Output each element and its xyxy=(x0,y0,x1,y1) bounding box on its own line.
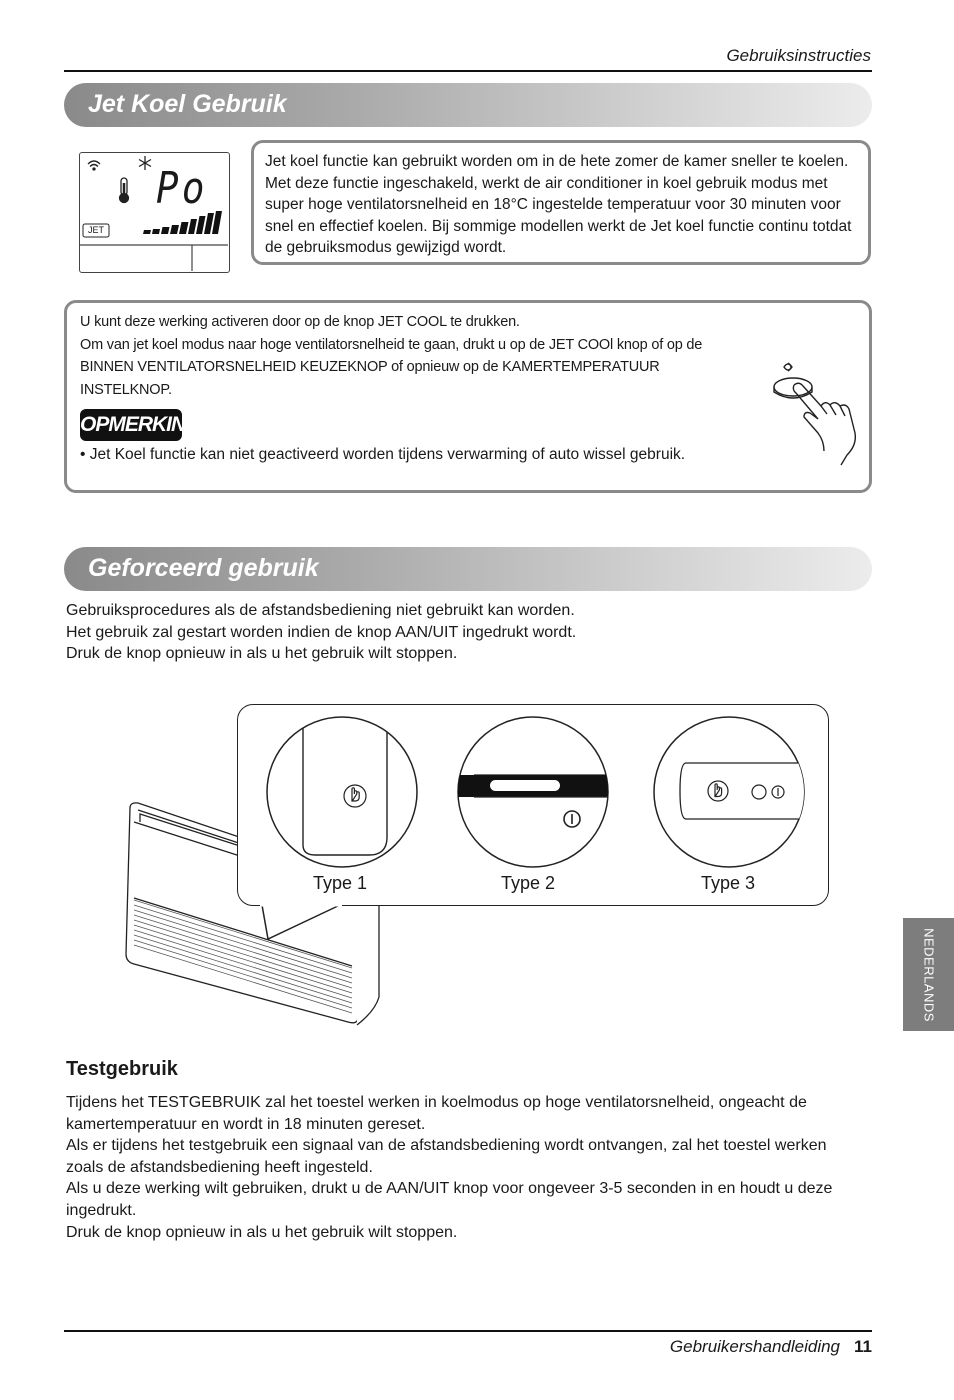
note-badge: OPMERKING xyxy=(80,409,182,441)
header-rule xyxy=(64,70,872,72)
jet-desc-line: Met deze functie ingeschakeld, werkt de air conditioner in koel gebruik modus met xyxy=(265,174,828,192)
page-number: 11 xyxy=(854,1337,872,1356)
test-line: kamertemperatuur en wordt in 18 minuten gereset. xyxy=(66,1115,426,1133)
section-title-forced: Geforceerd gebruik xyxy=(88,554,319,582)
jet-description-box xyxy=(251,140,871,265)
test-line: ingedrukt. xyxy=(66,1201,137,1219)
hand-press-icon xyxy=(767,355,862,475)
test-line: Tijdens het TESTGEBRUIK zal het toestel werken in koelmodus op hoge ventilatorsnelheid, ongeacht de xyxy=(66,1094,807,1111)
forced-intro-line: Gebruiksprocedures als de afstandsbediening niet gebruikt kan worden. xyxy=(66,602,575,619)
lcd-display xyxy=(79,152,230,273)
callout-pointer xyxy=(260,895,350,945)
jet-instruction-line: BINNEN VENTILATORSNELHEID KEUZEKNOP of opnieuw op de KAMERTEMPERATUUR xyxy=(80,359,660,375)
forced-intro-line: Het gebruik zal gestart worden indien de knop AAN/UIT ingedrukt wordt. xyxy=(66,623,577,641)
language-tab-label: NEDERLANDS xyxy=(921,927,936,1022)
section-bar-forced xyxy=(64,547,872,591)
jet-instruction-line: U kunt deze werking activeren door op de knop JET COOL te drukken. xyxy=(80,314,520,330)
type2-circle xyxy=(456,715,610,869)
button-type-callout xyxy=(237,704,829,906)
signal-icon xyxy=(88,161,100,170)
type1-circle xyxy=(265,715,419,869)
footer-label: Gebruikershandleiding xyxy=(669,1337,841,1356)
footer-rule xyxy=(64,1330,872,1332)
note-text: • Jet Koel functie kan niet geactiveerd worden tijdens verwarming of auto wissel gebruik. xyxy=(80,446,686,463)
test-body xyxy=(66,1092,832,1243)
test-line: Druk de knop opnieuw in als u het gebruik wilt stoppen. xyxy=(66,1223,458,1241)
type2-label: Type 2 xyxy=(501,873,556,893)
header-label: Gebruiksinstructies xyxy=(726,46,871,65)
test-line: Als er tijdens het testgebruik een signaal van de afstandsbediening wordt ontvangen, zal het toestel werken xyxy=(66,1137,827,1155)
thermometer-icon xyxy=(120,178,129,203)
test-heading: Testgebruik xyxy=(66,1058,178,1080)
test-line: Als u deze werking wilt gebruiken, drukt u de AAN/UIT knop voor ongeveer 3-5 seconden in en houdt u deze xyxy=(66,1180,833,1198)
jet-desc-line: de gebruiksmodus gewijzigd wordt. xyxy=(265,239,507,256)
section-bar-jet xyxy=(64,83,872,127)
jet-desc-line: snel en effectief koelen. Bij sommige modellen werkt de Jet koel functie continu totdat xyxy=(265,217,852,235)
jet-desc-line: super hoge ventilatorsnelheid en 18°C ingestelde temperatuur voor 30 minuten voor xyxy=(265,196,841,213)
lcd-readout: Po xyxy=(156,163,208,214)
jet-instruction-line: Om van jet koel modus naar hoge ventilatorsnelheid te gaan, drukt u op de JET COOl knop of op de xyxy=(80,336,703,353)
type3-circle xyxy=(652,715,806,869)
type1-label: Type 1 xyxy=(313,873,368,893)
test-line: zoals de afstandsbediening heeft ingesteld. xyxy=(66,1158,373,1176)
section-title-jet: Jet Koel Gebruik xyxy=(88,90,287,118)
forced-intro xyxy=(66,600,576,665)
jet-desc-line: Jet koel functie kan gebruikt worden om in de hete zomer de kamer sneller te koelen. xyxy=(265,153,849,170)
jet-instruction-line: INSTELKNOP. xyxy=(80,381,172,398)
type3-label: Type 3 xyxy=(701,873,756,893)
jet-instruction-box xyxy=(64,300,872,493)
fan-speed-bars xyxy=(143,211,222,234)
forced-intro-line: Druk de knop opnieuw in als u het gebruik wilt stoppen. xyxy=(66,645,458,663)
footer xyxy=(670,1337,872,1357)
language-tab xyxy=(903,918,954,1031)
snowflake-icon xyxy=(139,156,151,170)
jet-label: JET xyxy=(87,225,104,235)
